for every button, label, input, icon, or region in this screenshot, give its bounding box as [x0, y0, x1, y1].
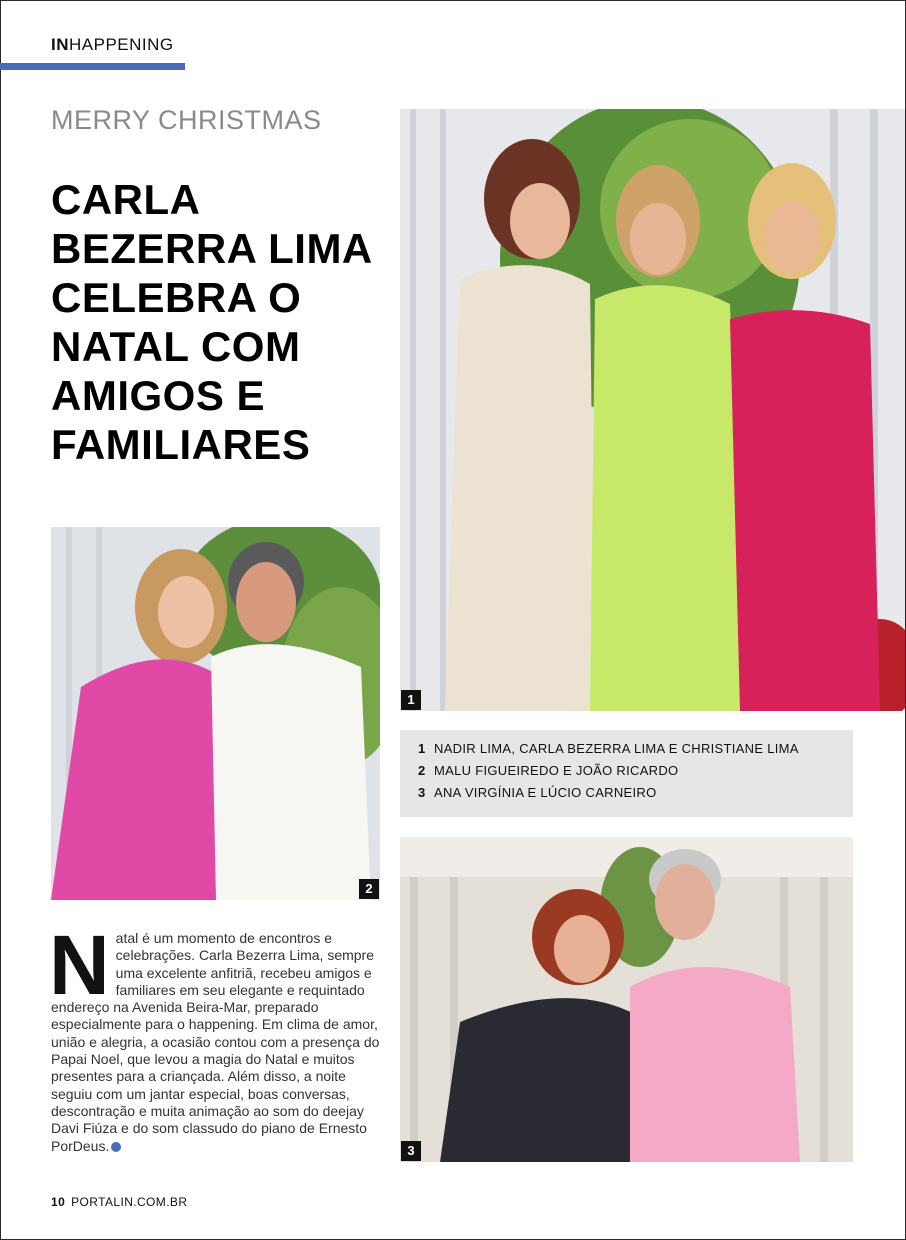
- caption-row: 3 ANA VIRGÍNIA E LÚCIO CARNEIRO: [418, 785, 657, 800]
- article-body: [49, 918, 381, 1155]
- photo-1: [400, 109, 905, 711]
- photo-number: 1: [401, 690, 421, 710]
- drop-cap: N: [49, 918, 110, 1012]
- section-rule: [0, 63, 185, 70]
- caption-row: 1 NADIR LIMA, CARLA BEZERRA LIMA E CHRISTIANE LIMA: [418, 741, 799, 756]
- footer-site: PORTALIN.COM.BR: [71, 1195, 188, 1209]
- page-footer: [51, 1195, 187, 1209]
- article-kicker: MERRY CHRISTMAS: [51, 105, 322, 135]
- photo-2: [51, 527, 380, 900]
- caption-row: 2 MALU FIGUEIREDO E JOÃO RICARDO: [418, 763, 679, 778]
- photo-number: 2: [359, 879, 379, 899]
- caption-box: [400, 730, 853, 817]
- section-label: INHAPPENING: [51, 35, 174, 54]
- article-title: CARLA BEZERRA LIMA CELEBRA O NATAL COM AMIGOS E FAMILIARES: [51, 176, 372, 468]
- page-number: 10: [51, 1195, 66, 1209]
- photo-number: 3: [401, 1141, 421, 1161]
- end-mark-icon: [111, 1142, 121, 1152]
- article-body-text: atal é um momento de encontros e celebrações. Carla Bezerra Lima, sempre uma excelente anfitriã, recebeu amigos e familiares em seu elegante e requintado endereço na Avenida Beira-Mar, preparado especialmente para o happening. Em clima de amor, união e alegria, a ocasião contou com a presença do Papai Noel, que levou a magia do Natal e muitos presentes para a criançada. Além disso, a noite seguiu com um jantar especial, boas conversas, descontração e muita animação ao som do deejay Davi Fiúza e do som classudo do piano de Ernesto PorDeus.: [51, 930, 380, 1154]
- photo-3: [400, 837, 853, 1162]
